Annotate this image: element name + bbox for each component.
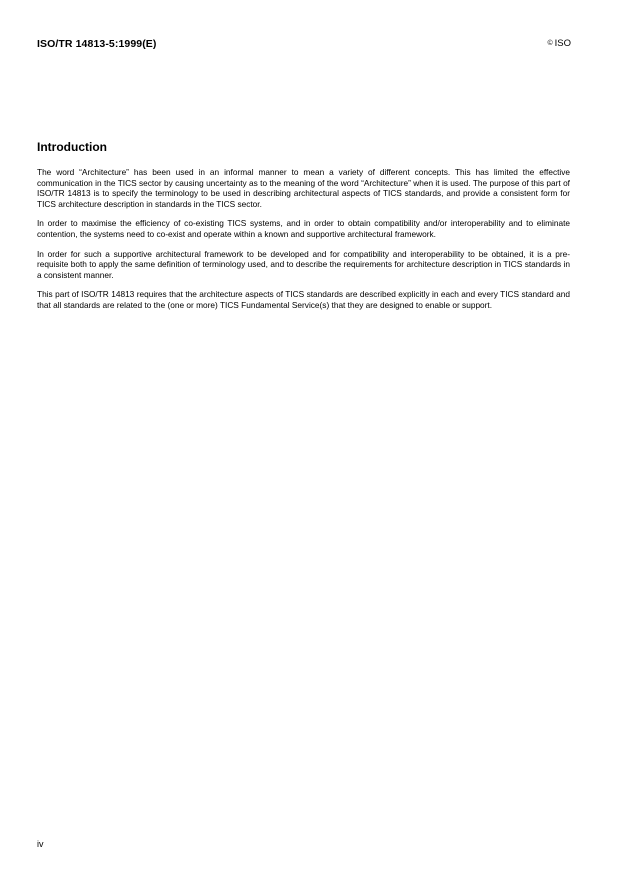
page-number: iv (37, 839, 44, 849)
copyright-notice (547, 38, 571, 49)
document-id: ISO/TR 14813-5:1999(E) (37, 38, 157, 50)
section-body (37, 167, 570, 320)
section-title: Introduction (37, 140, 107, 154)
paragraph-3: In order for such a supportive architectural framework to be developed and for compatibility and interoperability to be obtained, it is a pre-requisite both to apply the same definition of terminology used, and to describe the requirements for architecture description in TICS standards in a consistent manner. (37, 248, 570, 280)
copyright-org: ISO (554, 38, 571, 49)
paragraph-1: The word “Architecture” has been used in an informal manner to mean a variety of different concepts. This has limited the effective communication in the TICS sector by causing uncertainty as to the meaning of the word “Architecture” when it is used. The purpose of this part of ISO/TR 14813 is to specify the terminology to be used in describing architectural aspects of TICS standards, and provide a consistent form for TICS architecture description in standards in the TICS sector. (37, 167, 570, 209)
paragraph-2: In order to maximise the efficiency of co-existing TICS systems, and in order to obtain compatibility and/or interoperability and to eliminate contention, the systems need to co-exist and operate within a known and supportive architectural framework. (37, 218, 570, 239)
copyright-symbol: © (547, 40, 553, 47)
paragraph-4: This part of ISO/TR 14813 requires that the architecture aspects of TICS standards are described explicitly in each and every TICS standard and that all standards are related to the (one or more) TICS Fundamental Service(s) that they are designed to enable or support. (37, 289, 570, 310)
